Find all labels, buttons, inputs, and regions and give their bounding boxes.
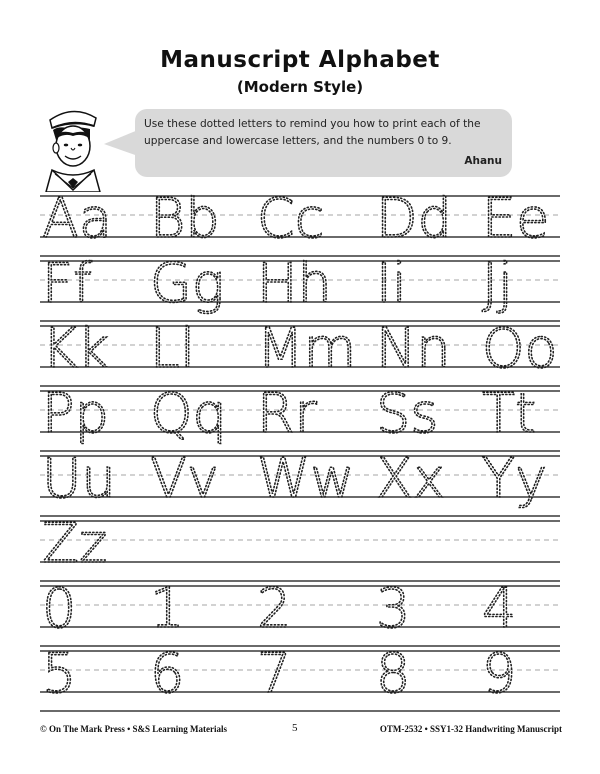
- tracing-letter: Oo: [482, 317, 558, 380]
- tracing-letter: 4: [482, 577, 517, 640]
- tracing-letter: Hh: [257, 252, 332, 315]
- tracing-letter: Ff: [42, 252, 93, 315]
- tracing-letter: Bb: [150, 187, 220, 250]
- tracing-letter: Ww: [257, 447, 355, 510]
- tracing-letter: Tt: [482, 382, 537, 445]
- tracing-letter: Kk: [42, 317, 109, 380]
- tracing-letter: Vv: [150, 447, 219, 510]
- tracing-letter: Ll: [150, 317, 196, 380]
- tracing-letter: Mm: [257, 317, 357, 380]
- tracing-letter: Cc: [257, 187, 325, 250]
- tracing-letter: Ii: [376, 252, 407, 315]
- tracing-letter: Ss: [376, 382, 439, 445]
- tracing-letter: Yy: [482, 447, 547, 510]
- tracing-letter: 5: [42, 642, 77, 705]
- tracing-letter: Gg: [150, 252, 225, 315]
- tracing-letter: Qq: [150, 382, 227, 445]
- tracing-letter: 9: [482, 642, 517, 705]
- tracing-letter: 2: [257, 577, 292, 640]
- tracing-letter: Dd: [376, 187, 452, 250]
- tracing-letter: Aa: [42, 187, 113, 250]
- page-subtitle: (Modern Style): [236, 78, 364, 96]
- tracing-letter: Jj: [482, 252, 513, 315]
- footer-publisher: © On The Mark Press • S&S Learning Materials: [40, 724, 228, 734]
- tracing-letter: Pp: [42, 382, 109, 445]
- tracing-letter: 6: [150, 642, 185, 705]
- footer-page-number: 5: [292, 722, 298, 734]
- footer-product-code: OTM-2532 • SSY1-32 Handwriting Manuscript: [379, 724, 562, 734]
- tracing-letter: 1: [150, 577, 185, 640]
- page-title: Manuscript Alphabet: [160, 47, 440, 73]
- tracing-letter: 3: [376, 577, 411, 640]
- tracing-letter: Nn: [376, 317, 451, 380]
- speech-bubble-text: Use these dotted letters to remind you how to print each of the uppercase and lowercase letters, and the numbers 0 to 9.: [144, 118, 481, 147]
- tracing-letter: Ee: [482, 187, 550, 250]
- tracing-letter: 0: [42, 577, 77, 640]
- tracing-letter: 8: [376, 642, 411, 705]
- tracing-letter: Uu: [42, 447, 116, 510]
- tracing-letter: Rr: [257, 382, 317, 445]
- tracing-letter: Zz: [42, 512, 108, 575]
- speech-bubble-signature: Ahanu: [464, 155, 502, 167]
- tracing-letter: 7: [257, 642, 292, 705]
- tracing-letter: Xx: [376, 447, 445, 510]
